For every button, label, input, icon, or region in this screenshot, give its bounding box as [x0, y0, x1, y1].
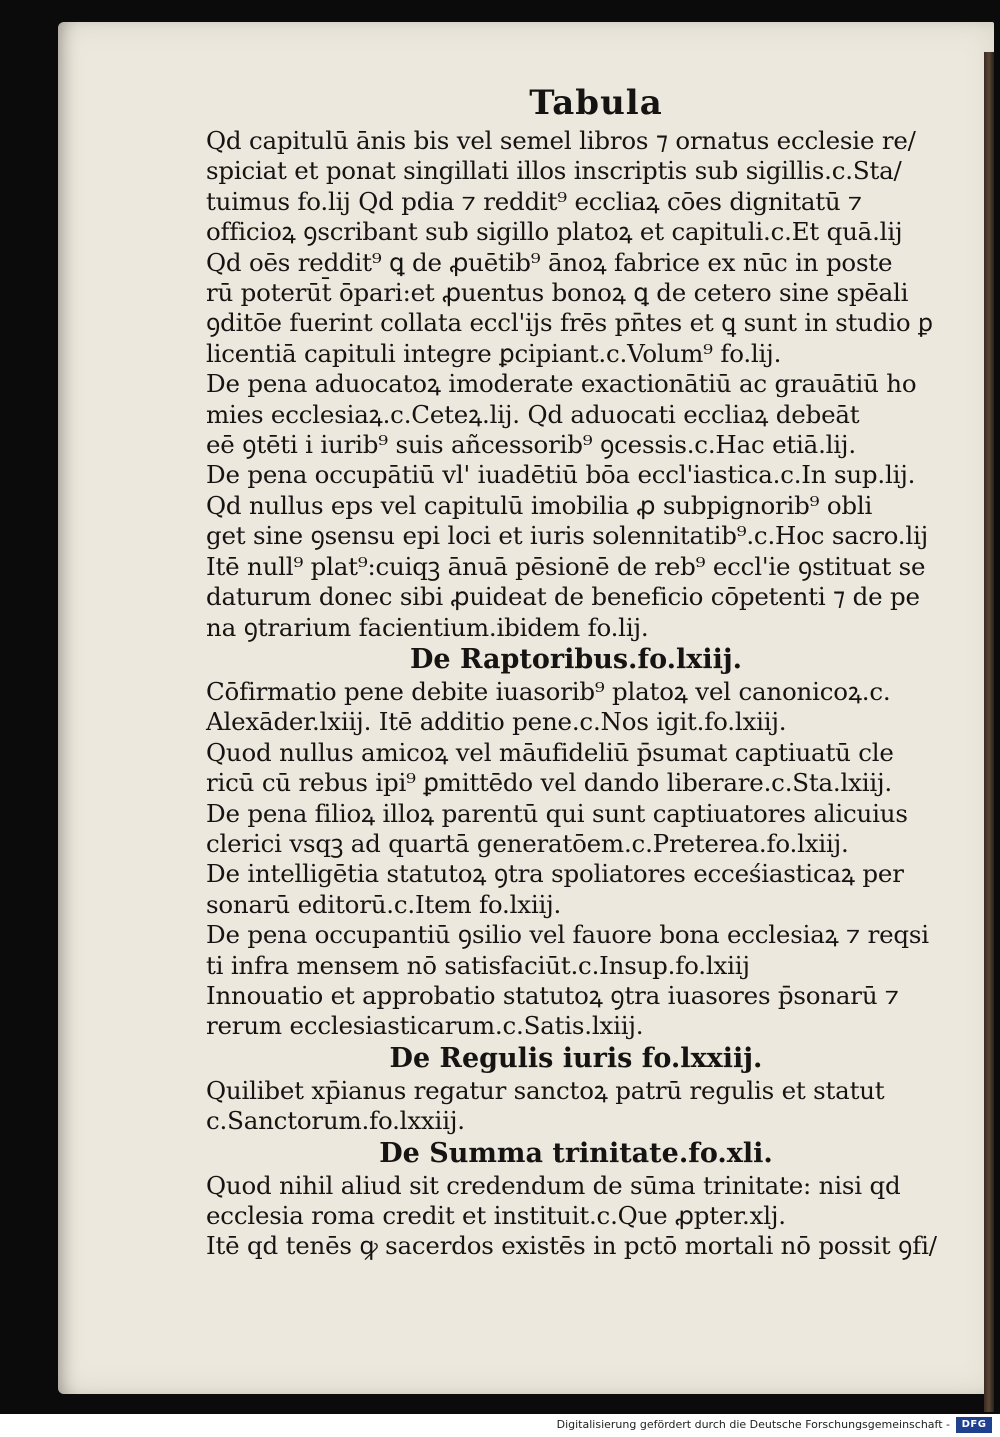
index-line: na ꝯtrarium facientium.ibidem fo.lij.: [206, 612, 649, 642]
index-line: Quod nihil aliud sit credendum de sūma trinitate: nisi qd: [206, 1170, 901, 1200]
index-line: tuimus fo.lij Qd pdia ⁊ reddit⁹ eccliaꝝ cōes dignitatū ⁊: [206, 186, 862, 216]
index-line: Quod nullus amicoꝝ vel māufideliū p̄sumat captiuatū cle: [206, 737, 894, 767]
index-line: De pena aduocatoꝝ imoderate exactionātiū ac grauātiū ho: [206, 369, 917, 399]
index-entries: [206, 126, 937, 1262]
index-line: rū poterūt̄ ōpari:et ꝓuentus bonoꝝ ꝗ de cetero sine spēali: [206, 278, 909, 308]
index-line: ecclesia roma credit et instituit.c.Que ꝓpter.xlj.: [206, 1201, 786, 1230]
index-line: eē ꝯtēti i iurib⁹ suis añcessorib⁹ ꝯcessis.c.Hac etiā.lij.: [206, 430, 856, 460]
index-line: rerum ecclesiasticarum.c.Satis.lxiij.: [206, 1011, 644, 1041]
index-line: Itē null⁹ plat⁹:cuiqꝫ ānuā pēsionē de reb⁹ eccl'ie ꝯstituat se: [206, 551, 926, 581]
index-line: De pena occupātiū vl' iuadētiū bōa eccl'iastica.c.In sup.lij.: [206, 460, 916, 490]
index-line: De intelligētia statutoꝝ ꝯtra spoliatores ecceśiasticaꝝ per: [206, 859, 904, 889]
index-line: mies ecclesiaꝝ.c.Ceteꝝ.lij. Qd aduocati eccliaꝝ debeāt: [206, 399, 860, 429]
section-heading: De Summa trinitate.fo.xli.: [379, 1137, 773, 1169]
index-line: Quilibet xp̄ianus regatur sanctoꝝ patrū regulis et statut: [206, 1075, 885, 1105]
index-line: get sine ꝯsensu epi loci et iuris solennitatib⁹.c.Hoc sacro.lij: [206, 521, 929, 551]
index-line: licentiā capituli integre ꝑcipiant.c.Volum⁹ fo.lij.: [206, 338, 782, 368]
index-line: sonarū editorū.c.Item fo.lxiij.: [206, 889, 562, 919]
index-line: ti infra mensem nō satisfaciūt.c.Insup.fo.lxiij: [206, 950, 750, 980]
footer-bar: [0, 1414, 1000, 1437]
index-line: Alexāder.lxiij. Itē additio pene.c.Nos igit.fo.lxiij.: [206, 707, 787, 737]
index-line: Qd oēs reddit⁹ ꝗ de ꝓuētib⁹ ānoꝝ fabrice ex nūc in poste: [206, 247, 893, 277]
index-line: spiciat et ponat singillati illos inscriptis sub sigillis.c.Sta/: [206, 156, 902, 186]
index-line: De pena occupantiū ꝯsilio vel fauore bona ecclesiaꝝ ⁊ reqsi: [206, 920, 929, 950]
index-line: Qd capitulū ānis bis vel semel libros ⁊ ornatus ecclesie re/: [206, 126, 916, 155]
running-head: Tabula: [529, 83, 663, 123]
index-line: Cōfirmatio pene debite iuasorib⁹ platoꝝ vel canonicoꝝ.c.: [206, 676, 891, 706]
index-line: daturum donec sibi ꝓuideat de beneficio cōpetenti ⁊ de pe: [206, 582, 920, 612]
page-edge: [984, 52, 994, 1412]
index-line: Qd nullus eps vel capitulū imobilia ꝓ subpignorib⁹ obli: [206, 490, 873, 520]
index-line: officioꝝ ꝯscribant sub sigillo platoꝝ et capituli.c.Et quā.lij: [206, 217, 903, 247]
dfg-logo-icon: DFG: [956, 1417, 992, 1433]
section-heading: De Regulis iuris fo.lxxiij.: [389, 1042, 763, 1074]
index-line: Innouatio et approbatio statutoꝝ ꝯtra iuasores p̄sonarū ⁊: [206, 980, 899, 1010]
index-line: De pena filioꝝ illoꝝ parentū qui sunt captiuatores alicuius: [206, 798, 908, 828]
text-block: [206, 80, 937, 1262]
index-line: ꝯditōe fuerint collata eccl'ijs frēs pn̄tes et ꝗ sunt in studio ꝑ: [206, 308, 933, 338]
index-line: clerici vsqꝫ ad quartā generatōem.c.Preterea.fo.lxiij.: [206, 828, 849, 858]
footer-credit: Digitalisierung gefördert durch die Deutsche Forschungsgemeinschaft -: [556, 1418, 950, 1431]
index-line: c.Sanctorum.fo.lxxiij.: [206, 1106, 465, 1136]
index-line: ricū cū rebus ipi⁹ ꝑmittēdo vel dando liberare.c.Sta.lxiij.: [206, 768, 893, 798]
section-heading: De Raptoribus.fo.lxiij.: [409, 643, 743, 675]
index-line: Itē qd tenēs ꝙ sacerdos existēs in pctō mortali nō possit ꝯfi/: [206, 1231, 937, 1261]
